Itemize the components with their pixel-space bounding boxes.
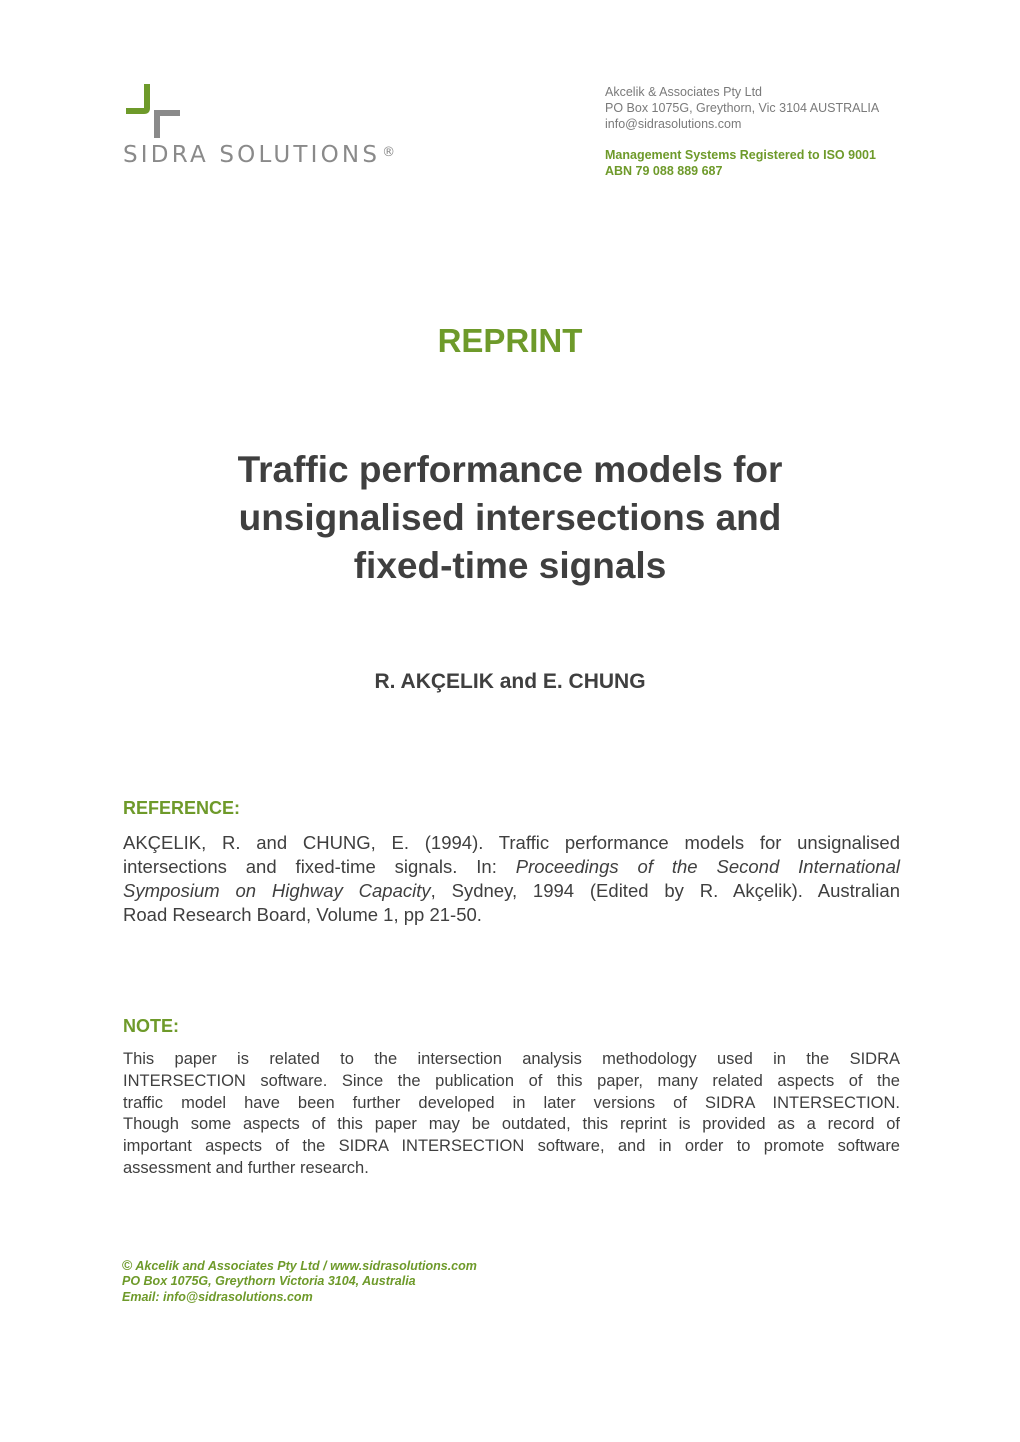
sidra-plus-icon bbox=[122, 84, 184, 140]
authors: R. AKÇELIK and E. CHUNG bbox=[374, 670, 646, 693]
header-company: Akcelik & Associates Pty Ltd bbox=[605, 85, 763, 99]
reference-line-3-text: , Sydney, 1994 (Edited by R. Akçelik). Australian bbox=[430, 880, 901, 901]
note-line-6: assessment and further research. bbox=[123, 1158, 369, 1177]
reference-line-1: AKÇELIK, R. and CHUNG, E. (1994). Traffic performance models for unsignalised bbox=[123, 832, 900, 853]
title-line-2: unsignalised intersections and bbox=[238, 497, 782, 538]
reference-line-2-text: intersections and fixed-time signals. In: bbox=[123, 856, 516, 877]
note-line-4: Though some aspects of this paper may be outdated, this reprint is provided as a record of bbox=[123, 1115, 900, 1134]
note-heading: NOTE: bbox=[123, 1016, 179, 1036]
note-body bbox=[123, 1049, 900, 1180]
footer-line-1 bbox=[122, 1257, 477, 1274]
registered-mark: ® bbox=[382, 145, 396, 160]
note-line-2: INTERSECTION software. Since the publication of this paper, many related aspects of the bbox=[123, 1071, 900, 1090]
reference-line-4: Road Research Board, Volume 1, pp 21-50. bbox=[123, 904, 482, 925]
note-line-5: important aspects of the SIDRA INTERSECTION software, and in order to promote software bbox=[123, 1137, 900, 1156]
note-line-1: This paper is related to the intersection analysis methodology used in the SIDRA bbox=[123, 1050, 900, 1068]
note-line-3: traffic model have been further developed in later versions of SIDRA INTERSECTION. bbox=[123, 1093, 900, 1112]
title-line-1: Traffic performance models for bbox=[237, 449, 783, 490]
header-abn: ABN 79 088 889 687 bbox=[605, 164, 723, 178]
footer-line-2: PO Box 1075G, Greythorn Victoria 3104, Australia bbox=[122, 1274, 416, 1288]
reprint-label: REPRINT bbox=[437, 322, 583, 359]
reference-body bbox=[123, 831, 900, 927]
logo-wordmark bbox=[123, 142, 395, 168]
footer-company: Akcelik and Associates Pty Ltd / www.sidrasolutions.com bbox=[132, 1259, 477, 1273]
footer-line-3: Email: info@sidrasolutions.com bbox=[122, 1290, 313, 1304]
header-email: info@sidrasolutions.com bbox=[605, 117, 742, 131]
header-address: PO Box 1075G, Greythorn, Vic 3104 AUSTRALIA bbox=[605, 101, 880, 115]
header-iso: Management Systems Registered to ISO 9001 bbox=[605, 148, 876, 162]
logo-wordmark-text: SIDRA SOLUTIONS bbox=[123, 142, 381, 168]
title-line-3: fixed-time signals bbox=[353, 545, 667, 586]
reference-heading: REFERENCE: bbox=[123, 798, 241, 818]
reference-symposium-title: Symposium on Highway Capacity bbox=[123, 880, 431, 901]
reference-proceedings-title: Proceedings of the Second International bbox=[515, 856, 900, 877]
copyright-symbol: © bbox=[122, 1257, 133, 1273]
paper-title bbox=[160, 446, 860, 590]
reference-line-2 bbox=[123, 855, 900, 879]
reference-line-3 bbox=[123, 879, 900, 903]
